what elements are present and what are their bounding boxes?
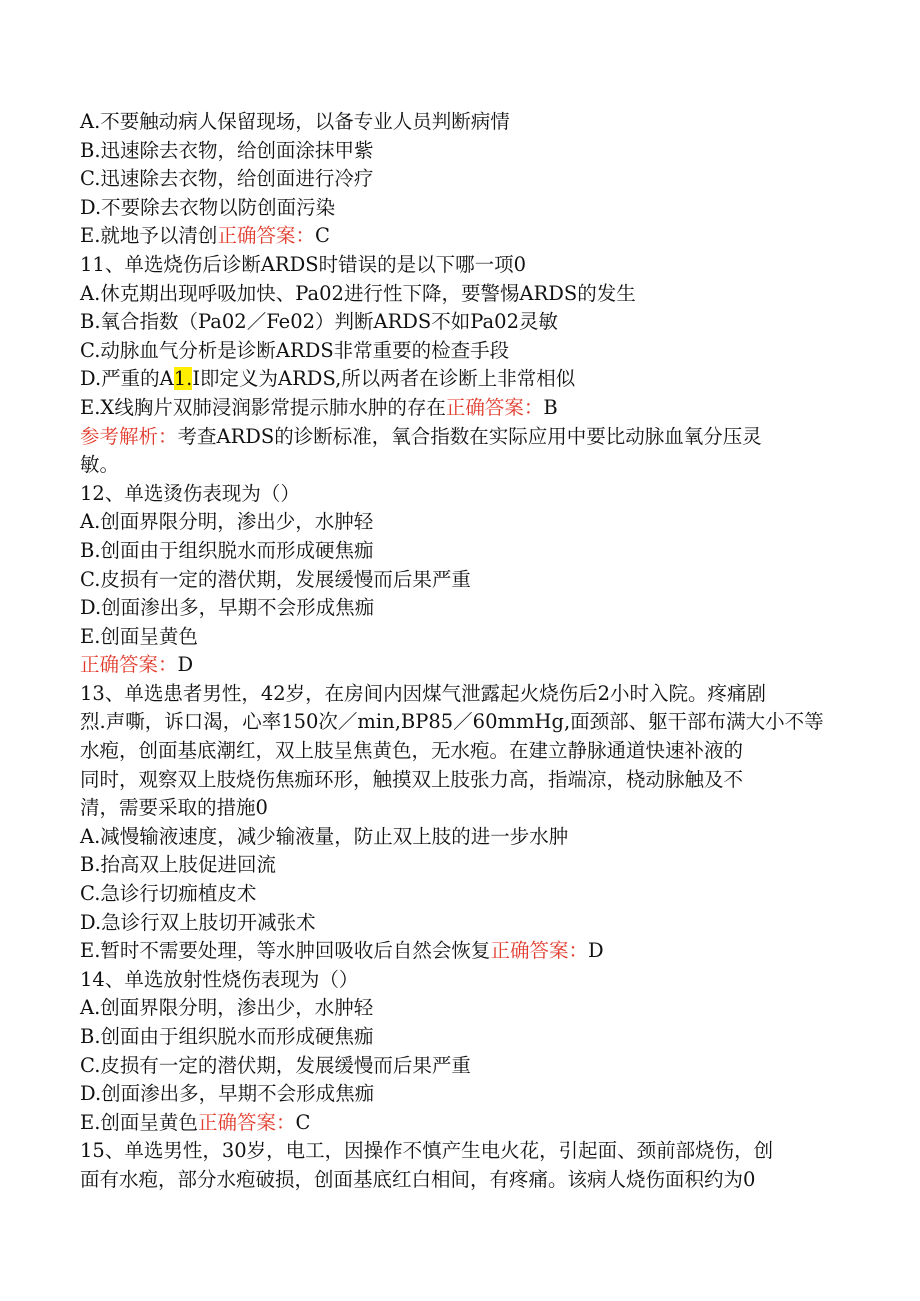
q11-analysis-text: 考查ARDS的诊断标准，氧合指数在实际应用中要比动脉血氧分压灵: [177, 424, 762, 448]
q13-answer-value: D: [587, 939, 604, 963]
q13-stem-line: 同时，观察双上肢烧伤焦痂环形，触摸双上肢张力高，指端凉，桡动脉触及不: [80, 767, 744, 791]
q11-answer-value: B: [543, 395, 558, 419]
q11-analysis-label: 参考解析：: [80, 424, 178, 448]
q11-option-d-row: [80, 365, 840, 394]
q14-answer-label: 正确答案：: [197, 1110, 296, 1134]
q14-option-c: C.皮损有一定的潜伏期，发展缓慢而后果严重: [80, 1053, 471, 1077]
q13-stem-line: 烈.声嘶，诉口渴，心率150次／min,BP85／60mmHg,面颈部、躯干部布满大小不等: [80, 710, 824, 734]
q13-option-a: A.减慢输液速度，减少输液量，防止双上肢的进一步水肿: [80, 824, 569, 848]
q11-option-b: B.氧合指数（Pa02／Fe02）判断ARDS不如Pa02灵敏: [80, 310, 558, 334]
q14-option-b: B.创面由于组织脱水而形成硬焦痂: [80, 1025, 374, 1048]
q11-option-c: C.动脉血气分析是诊断ARDS非常重要的检查手段: [80, 338, 510, 362]
q14-option-a: A.创面界限分明，渗出少，水肿轻: [80, 996, 374, 1020]
q12-option-e: E.创面呈黄色: [80, 624, 198, 648]
q13-option-e: E.暂时不需要处理，等水肿回吸收后自然会恢复: [80, 939, 491, 963]
q12-answer-label: 正确答案：: [80, 653, 178, 677]
q14-option-e: E.创面呈黄色: [80, 1110, 198, 1134]
q11-option-d-end: I即定义为ARDS,所以两者在诊断上非常相似: [192, 367, 576, 391]
q11-option-a: A.休克期出现呼吸加快、Pa02进行性下降，要警惕ARDS的发生: [80, 281, 636, 305]
q13-stem-line: 13、单选患者男性，42岁，在房间内因煤气泄露起火烧伤后2小时入院。疼痛剧: [80, 681, 767, 705]
q13-option-c: C.急诊行切痂植皮术: [80, 882, 257, 906]
q13-answer-label: 正确答案：: [490, 939, 588, 963]
q13-option-b: B.抬高双上肢促进回流: [80, 853, 277, 877]
q13-option-d: D.急诊行双上肢切开减张术: [80, 910, 316, 934]
q12-option-a: A.创面界限分明，渗出少，水肿轻: [80, 510, 374, 534]
q15-stem-line: 面有水疱，部分水疱破损，创面基底红白相间，有疼痛。该病人烧伤面积约为0: [80, 1167, 756, 1191]
q11-answer-label: 正确答案：: [445, 395, 544, 419]
q14-option-d: D.创面渗出多，早期不会形成焦痂: [80, 1082, 375, 1106]
q13-stem-line: 水疱，创面基底潮红，双上肢呈焦黄色，无水疱。在建立静脉通道快速补液的: [80, 739, 744, 763]
q11-option-e: E.X线胸片双肺浸润影常提示肺水肿的存在: [80, 395, 446, 419]
q10-option-e: E.就地予以清创: [80, 224, 218, 248]
q12-option-b: B.创面由于组织脱水而形成硬焦痂: [80, 538, 374, 562]
q13-option-e-row: [80, 937, 840, 966]
q12-answer-value: D: [177, 653, 194, 677]
q10-answer-label: 正确答案：: [217, 224, 315, 248]
q11-stem: 11、单选烧伤后诊断ARDS时错误的是以下哪一项0: [80, 252, 526, 276]
q12-stem: 12、单选烫伤表现为（）: [80, 481, 300, 505]
q12-option-d: D.创面渗出多，早期不会形成焦痂: [80, 596, 375, 620]
q14-answer-value: C: [295, 1110, 311, 1134]
q14-stem: 14、单选放射性烧伤表现为（）: [80, 967, 359, 991]
q10-option-a: A.不要触动病人保留现场，以备专业人员判断病情: [80, 110, 510, 133]
q11-option-d-highlight: 1.: [173, 367, 193, 391]
q12-answer-row: [80, 651, 840, 680]
q11-analysis-continued: 敏。: [80, 453, 120, 477]
document-page: [80, 108, 840, 1195]
q13-stem-line: 清，需要采取的措施0: [80, 796, 268, 820]
q14-option-e-row: [80, 1109, 840, 1138]
q10-option-b: B.迅速除去衣物，给创面涂抹甲紫: [80, 138, 374, 162]
q10-option-e-row: [80, 222, 840, 251]
q12-option-c: C.皮损有一定的潜伏期，发展缓慢而后果严重: [80, 567, 471, 591]
q10-answer-value: C: [314, 224, 330, 248]
q10-option-c: C.迅速除去衣物，给创面进行冷疗: [80, 167, 374, 191]
q11-option-e-row: [80, 394, 840, 423]
q11-option-d-start: D.严重的A: [80, 367, 174, 391]
q15-stem-line: 15、单选男性，30岁，电工，因操作不慎产生电火花，引起面、颈前部烧伤，创: [80, 1139, 774, 1163]
q11-analysis-row: [80, 423, 840, 452]
q10-option-d: D.不要除去衣物以防创面污染: [80, 195, 336, 219]
